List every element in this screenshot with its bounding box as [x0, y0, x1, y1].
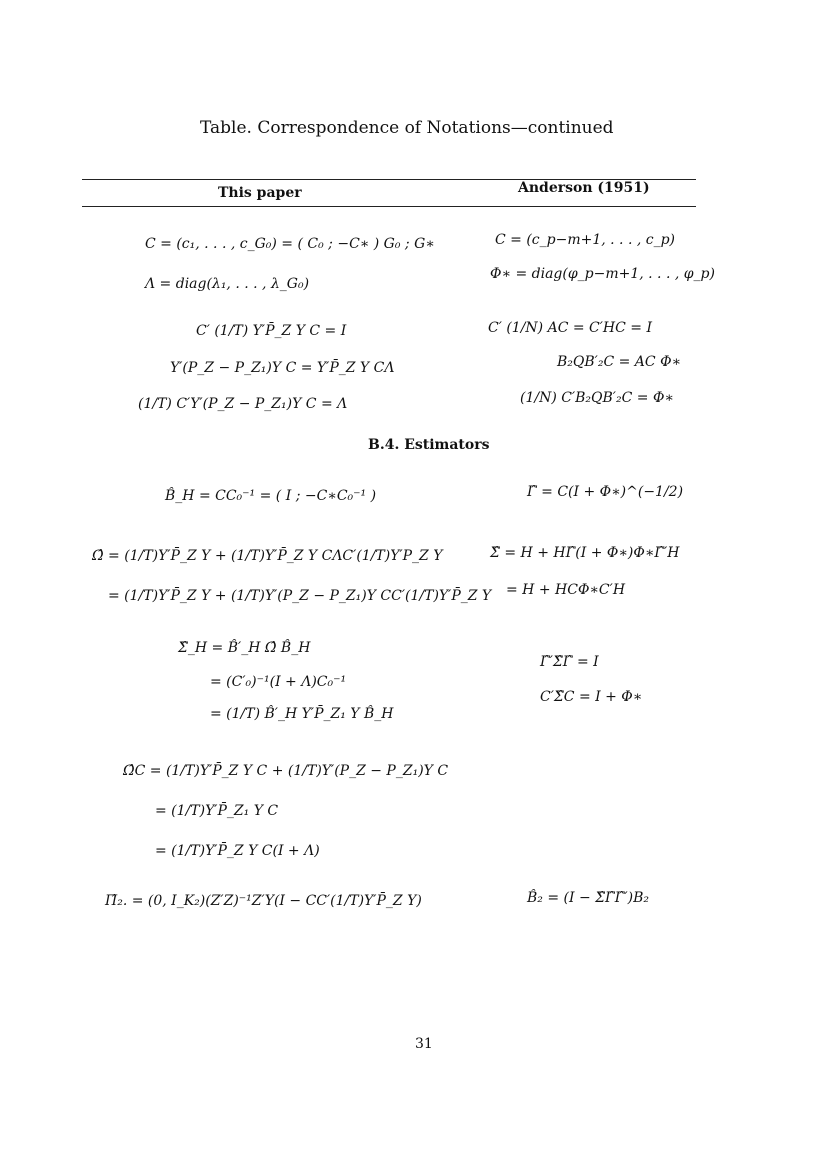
equation-sigma-h-2: = (C′₀)⁻¹(I + Λ)C₀⁻¹: [210, 674, 347, 690]
equation-sigma-h-3: = (1/T) B̂′_H Y′P̄_Z₁ Y B̂_H: [210, 706, 394, 722]
equation-lambda-diag: Λ = diag(λ₁, . . . , λ_G₀): [145, 276, 310, 292]
equation-anderson-sigma-2: = H + HCΦ∗C′H: [506, 582, 626, 598]
equation-anderson-gamma-2: Γ̂′Σ̂Γ̂ = I: [540, 654, 599, 670]
equation-pi-hat: Π̂₂. = (0, I_K₂)(Z′Z)⁻¹Z′Y(I − CC′(1/T)Y′P̄_Z Y): [105, 893, 422, 909]
equation-sigma-h: Σ̂_H = B̂′_H Ω̂ B̂_H: [178, 640, 311, 656]
equation-omega-c-2: = (1/T)Y′P̄_Z₁ Y C: [155, 803, 279, 819]
equation-anderson-phi-2: (1/N) C′B₂QB′₂C = Φ∗: [520, 390, 674, 406]
equation-omega-c-3: = (1/T)Y′P̄_Z Y C(I + Λ): [155, 843, 320, 859]
header-anderson: Anderson (1951): [518, 180, 650, 196]
page-number: 31: [415, 1036, 433, 1052]
equation-anderson-sigma-3: C′Σ̂C = I + Φ∗: [540, 689, 643, 705]
equation-anderson-sigma: Σ̂ = H + HΓ̂(I + Φ∗)Φ∗Γ̂′H: [490, 545, 680, 561]
table-title: Table. Correspondence of Notations—continued: [200, 118, 614, 138]
header-this-paper: This paper: [218, 185, 302, 201]
equation-omega-hat: Ω̂ = (1/T)Y′P̄_Z Y + (1/T)Y′P̄_Z Y CΛC′(1/T)Y′P_Z Y: [92, 548, 443, 564]
equation-b-hat: B̂_H = CC₀⁻¹ = ( I ; −C∗C₀⁻¹ ): [165, 488, 377, 504]
section-heading: B.4. Estimators: [368, 437, 490, 453]
equation-anderson-norm: C′ (1/N) AC = C′HC = I: [488, 320, 653, 336]
equation-anderson-gamma: Γ̂ = C(I + Φ∗)^(−1/2): [527, 484, 684, 500]
header-rule: [82, 206, 696, 207]
equation-anderson-b2: B̂₂ = (I − Σ̂Γ̂Γ̂′)B₂: [527, 890, 650, 906]
equation-anderson-phi: Φ∗ = diag(φ_p−m+1, . . . , φ_p): [490, 266, 715, 282]
equation-eigen: Y′(P_Z − P_Z₁)Y C = Y′P̄_Z Y CΛ: [170, 360, 395, 376]
equation-anderson-c: C = (c_p−m+1, . . . , c_p): [495, 232, 676, 248]
equation-c-matrix: C = (c₁, . . . , c_G₀) = ( C₀ ; −C∗ ) G₀ ; G∗: [145, 236, 435, 252]
equation-anderson-eigen: B₂QB′₂C = AC Φ∗: [557, 354, 682, 370]
equation-lambda: (1/T) C′Y′(P_Z − P_Z₁)Y C = Λ: [138, 396, 348, 412]
equation-normalization: C′ (1/T) Y′P̄_Z Y C = I: [196, 323, 347, 339]
equation-omega-hat-2: = (1/T)Y′P̄_Z Y + (1/T)Y′(P_Z − P_Z₁)Y CC′(1/T)Y′P̄_Z Y: [108, 588, 492, 604]
equation-omega-c: Ω̂C = (1/T)Y′P̄_Z Y C + (1/T)Y′(P_Z − P_Z₁)Y C: [123, 763, 449, 779]
